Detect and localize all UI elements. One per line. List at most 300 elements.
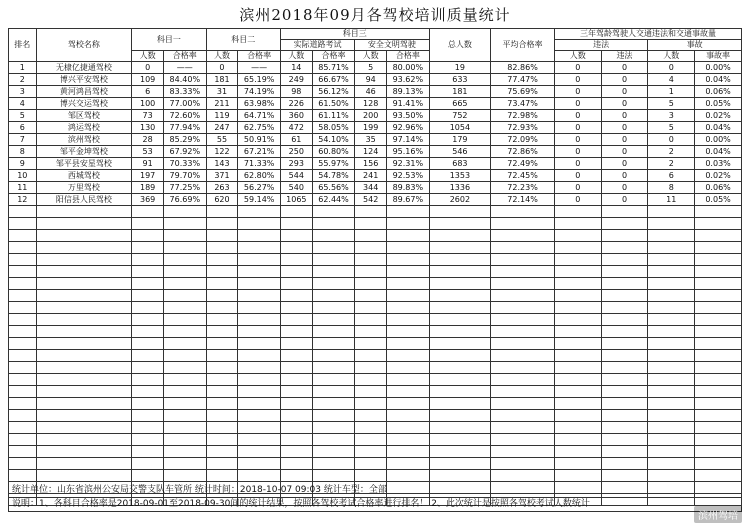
subject1-rate-cell: 77.94% xyxy=(164,122,206,134)
road-exam-count-cell xyxy=(280,254,312,266)
school-name-cell xyxy=(36,278,132,290)
violation-count-cell xyxy=(554,206,601,218)
rank-cell xyxy=(9,314,37,326)
road-exam-rate-cell: 58.05% xyxy=(312,122,354,134)
safety-exam-rate-cell xyxy=(387,470,429,482)
subject2-rate-cell: 64.71% xyxy=(238,110,280,122)
violation-count-cell xyxy=(554,410,601,422)
violation-cell xyxy=(601,446,648,458)
subject1-rate-cell: 85.29% xyxy=(164,134,206,146)
road-exam-rate-cell xyxy=(312,446,354,458)
subject1-count-cell xyxy=(132,446,164,458)
subject2-count-cell: 0 xyxy=(206,62,238,74)
total-count-cell xyxy=(429,218,491,230)
accident-rate-cell xyxy=(695,278,742,290)
subject2-count-cell: 122 xyxy=(206,146,238,158)
violation-cell xyxy=(601,458,648,470)
violation-cell xyxy=(601,326,648,338)
road-exam-count-cell: 293 xyxy=(280,158,312,170)
header-total: 总人数 xyxy=(429,29,491,62)
violation-cell: 0 xyxy=(601,134,648,146)
rank-cell xyxy=(9,242,37,254)
subject2-count-cell xyxy=(206,350,238,362)
violation-cell xyxy=(601,386,648,398)
road-exam-rate-cell: 85.71% xyxy=(312,62,354,74)
safety-exam-count-cell xyxy=(355,434,387,446)
road-exam-count-cell xyxy=(280,446,312,458)
subject2-rate-cell: 67.21% xyxy=(238,146,280,158)
rank-cell xyxy=(9,374,37,386)
subject2-rate-cell xyxy=(238,398,280,410)
rank-cell xyxy=(9,254,37,266)
violation-cell: 0 xyxy=(601,194,648,206)
school-name-cell xyxy=(36,230,132,242)
subject1-count-cell xyxy=(132,362,164,374)
road-exam-rate-cell: 66.67% xyxy=(312,74,354,86)
safety-exam-count-cell xyxy=(355,350,387,362)
road-exam-rate-cell: 55.97% xyxy=(312,158,354,170)
road-exam-rate-cell xyxy=(312,470,354,482)
subject1-count-cell: 109 xyxy=(132,74,164,86)
subject1-rate-cell xyxy=(164,278,206,290)
accident-count-cell: 5 xyxy=(648,98,695,110)
accident-rate-cell xyxy=(695,422,742,434)
accident-count-cell: 3 xyxy=(648,110,695,122)
school-name-cell xyxy=(36,410,132,422)
avg-rate-cell: 72.86% xyxy=(491,146,555,158)
subject1-count-cell: 0 xyxy=(132,62,164,74)
table-row xyxy=(9,362,742,374)
safety-exam-count-cell xyxy=(355,470,387,482)
road-exam-count-cell: 250 xyxy=(280,146,312,158)
road-exam-rate-cell xyxy=(312,398,354,410)
accident-count-cell: 0 xyxy=(648,62,695,74)
total-count-cell xyxy=(429,338,491,350)
school-name-cell: 滨州驾校 xyxy=(36,134,132,146)
avg-rate-cell: 72.23% xyxy=(491,182,555,194)
subject1-count-cell xyxy=(132,434,164,446)
safety-exam-rate-cell: 92.31% xyxy=(387,158,429,170)
safety-exam-rate-cell xyxy=(387,206,429,218)
subject1-rate-cell: 76.69% xyxy=(164,194,206,206)
accident-count-cell xyxy=(648,338,695,350)
table-body xyxy=(9,62,742,506)
rank-cell xyxy=(9,410,37,422)
safety-exam-count-cell xyxy=(355,386,387,398)
safety-exam-count-cell: 46 xyxy=(355,86,387,98)
rank-cell: 3 xyxy=(9,86,37,98)
subject2-rate-cell: 62.80% xyxy=(238,170,280,182)
violation-count-cell xyxy=(554,230,601,242)
table-row xyxy=(9,410,742,422)
safety-exam-rate-cell xyxy=(387,218,429,230)
violation-cell xyxy=(601,470,648,482)
subject2-rate-cell: —— xyxy=(238,62,280,74)
accident-count-cell: 2 xyxy=(648,158,695,170)
header-subject3: 科目三 xyxy=(280,29,429,40)
accident-rate-cell xyxy=(695,362,742,374)
safety-exam-count-cell xyxy=(355,254,387,266)
avg-rate-cell xyxy=(491,362,555,374)
road-exam-count-cell xyxy=(280,290,312,302)
violation-count-cell xyxy=(554,266,601,278)
accident-count-cell xyxy=(648,386,695,398)
safety-exam-rate-cell: 92.96% xyxy=(387,122,429,134)
accident-rate-cell xyxy=(695,470,742,482)
violation-cell xyxy=(601,302,648,314)
road-exam-rate-cell xyxy=(312,206,354,218)
table-row xyxy=(9,422,742,434)
safety-exam-rate-cell: 89.83% xyxy=(387,182,429,194)
accident-count-cell: 6 xyxy=(648,170,695,182)
avg-rate-cell xyxy=(491,290,555,302)
subject1-rate-cell: 67.92% xyxy=(164,146,206,158)
school-name-cell: 邹平县安星驾校 xyxy=(36,158,132,170)
subject2-count-cell xyxy=(206,242,238,254)
safety-exam-rate-cell xyxy=(387,326,429,338)
violation-count-cell: 0 xyxy=(554,194,601,206)
violation-cell: 0 xyxy=(601,170,648,182)
safety-exam-rate-cell: 97.14% xyxy=(387,134,429,146)
total-count-cell xyxy=(429,266,491,278)
subject1-rate-cell xyxy=(164,326,206,338)
table-row xyxy=(9,182,742,194)
subject2-rate-cell xyxy=(238,230,280,242)
subject1-rate-cell: 79.70% xyxy=(164,170,206,182)
subject2-rate-cell xyxy=(238,326,280,338)
subject1-rate-cell xyxy=(164,266,206,278)
road-exam-rate-cell xyxy=(312,362,354,374)
header-count: 人数 xyxy=(355,51,387,62)
subject2-count-cell xyxy=(206,326,238,338)
road-exam-rate-cell: 62.44% xyxy=(312,194,354,206)
total-count-cell xyxy=(429,386,491,398)
violation-cell xyxy=(601,434,648,446)
header-three-year: 三年驾龄驾驶人交通违法和交通事故量 xyxy=(554,29,741,40)
accident-count-cell xyxy=(648,242,695,254)
subject1-rate-cell xyxy=(164,254,206,266)
safety-exam-count-cell: 156 xyxy=(355,158,387,170)
accident-count-cell: 8 xyxy=(648,182,695,194)
road-exam-count-cell: 98 xyxy=(280,86,312,98)
rank-cell: 11 xyxy=(9,182,37,194)
school-name-cell xyxy=(36,326,132,338)
road-exam-rate-cell xyxy=(312,254,354,266)
violation-count-cell: 0 xyxy=(554,158,601,170)
school-name-cell xyxy=(36,206,132,218)
subject2-count-cell xyxy=(206,206,238,218)
subject2-count-cell xyxy=(206,374,238,386)
table-row xyxy=(9,254,742,266)
subject1-count-cell: 369 xyxy=(132,194,164,206)
subject1-rate-cell xyxy=(164,242,206,254)
table-footer xyxy=(8,484,742,512)
road-exam-rate-cell xyxy=(312,302,354,314)
avg-rate-cell xyxy=(491,410,555,422)
violation-cell xyxy=(601,266,648,278)
safety-exam-count-cell xyxy=(355,266,387,278)
subject1-count-cell xyxy=(132,398,164,410)
subject2-count-cell xyxy=(206,410,238,422)
subject1-count-cell xyxy=(132,458,164,470)
table-row xyxy=(9,470,742,482)
accident-rate-cell: 0.00% xyxy=(695,62,742,74)
road-exam-count-cell: 1065 xyxy=(280,194,312,206)
header-violation-col: 违法 xyxy=(601,51,648,62)
safety-exam-count-cell xyxy=(355,398,387,410)
avg-rate-cell: 72.09% xyxy=(491,134,555,146)
header-avg-rate: 平均合格率 xyxy=(491,29,555,62)
safety-exam-count-cell xyxy=(355,338,387,350)
subject1-rate-cell xyxy=(164,410,206,422)
violation-count-cell: 0 xyxy=(554,74,601,86)
accident-rate-cell xyxy=(695,458,742,470)
accident-rate-cell: 0.05% xyxy=(695,98,742,110)
rank-cell xyxy=(9,350,37,362)
table-row xyxy=(9,446,742,458)
safety-exam-rate-cell xyxy=(387,338,429,350)
safety-exam-count-cell: 35 xyxy=(355,134,387,146)
accident-count-cell xyxy=(648,446,695,458)
accident-rate-cell xyxy=(695,350,742,362)
road-exam-count-cell xyxy=(280,422,312,434)
violation-count-cell xyxy=(554,218,601,230)
violation-cell xyxy=(601,338,648,350)
road-exam-count-cell xyxy=(280,338,312,350)
safety-exam-count-cell xyxy=(355,374,387,386)
violation-cell: 0 xyxy=(601,86,648,98)
total-count-cell: 1336 xyxy=(429,182,491,194)
rank-cell: 8 xyxy=(9,146,37,158)
subject1-count-cell: 197 xyxy=(132,170,164,182)
total-count-cell xyxy=(429,458,491,470)
road-exam-count-cell xyxy=(280,326,312,338)
page-title: 滨州2018年09月各驾校培训质量统计 xyxy=(239,6,511,24)
accident-rate-cell: 0.05% xyxy=(695,194,742,206)
accident-rate-cell xyxy=(695,410,742,422)
avg-rate-cell: 77.47% xyxy=(491,74,555,86)
subject2-count-cell: 263 xyxy=(206,182,238,194)
watermark: 滨州驾培 xyxy=(694,506,742,523)
accident-rate-cell: 0.03% xyxy=(695,158,742,170)
avg-rate-cell xyxy=(491,326,555,338)
accident-count-cell: 11 xyxy=(648,194,695,206)
subject2-count-cell xyxy=(206,254,238,266)
total-count-cell xyxy=(429,314,491,326)
violation-count-cell xyxy=(554,278,601,290)
school-name-cell xyxy=(36,398,132,410)
subject1-count-cell xyxy=(132,314,164,326)
violation-cell xyxy=(601,374,648,386)
road-exam-count-cell: 226 xyxy=(280,98,312,110)
avg-rate-cell xyxy=(491,218,555,230)
road-exam-rate-cell xyxy=(312,242,354,254)
subject1-rate-cell xyxy=(164,458,206,470)
road-exam-count-cell xyxy=(280,266,312,278)
accident-rate-cell xyxy=(695,446,742,458)
avg-rate-cell xyxy=(491,338,555,350)
road-exam-count-cell xyxy=(280,374,312,386)
total-count-cell xyxy=(429,410,491,422)
violation-count-cell: 0 xyxy=(554,110,601,122)
subject1-rate-cell xyxy=(164,446,206,458)
accident-count-cell xyxy=(648,470,695,482)
safety-exam-rate-cell xyxy=(387,374,429,386)
accident-count-cell: 0 xyxy=(648,134,695,146)
total-count-cell xyxy=(429,470,491,482)
subject1-rate-cell xyxy=(164,386,206,398)
subject2-count-cell xyxy=(206,458,238,470)
subject2-count-cell xyxy=(206,470,238,482)
accident-count-cell xyxy=(648,458,695,470)
violation-count-cell: 0 xyxy=(554,182,601,194)
violation-cell xyxy=(601,410,648,422)
school-name-cell xyxy=(36,470,132,482)
accident-rate-cell xyxy=(695,338,742,350)
accident-count-cell xyxy=(648,410,695,422)
school-name-cell xyxy=(36,314,132,326)
subject1-count-cell xyxy=(132,410,164,422)
violation-cell xyxy=(601,218,648,230)
table-row xyxy=(9,98,742,110)
avg-rate-cell xyxy=(491,422,555,434)
rank-cell xyxy=(9,362,37,374)
table-row xyxy=(9,206,742,218)
violation-cell xyxy=(601,290,648,302)
table-row xyxy=(9,302,742,314)
subject2-count-cell xyxy=(206,338,238,350)
violation-count-cell xyxy=(554,434,601,446)
subject1-rate-cell xyxy=(164,206,206,218)
table-row xyxy=(9,350,742,362)
safety-exam-count-cell xyxy=(355,314,387,326)
header-pass-rate: 合格率 xyxy=(387,51,429,62)
total-count-cell xyxy=(429,278,491,290)
safety-exam-rate-cell: 93.62% xyxy=(387,74,429,86)
accident-count-cell xyxy=(648,398,695,410)
safety-exam-rate-cell xyxy=(387,230,429,242)
subject1-rate-cell xyxy=(164,302,206,314)
rank-cell xyxy=(9,302,37,314)
safety-exam-count-cell: 5 xyxy=(355,62,387,74)
subject2-rate-cell: 65.19% xyxy=(238,74,280,86)
subject2-rate-cell xyxy=(238,290,280,302)
school-name-cell xyxy=(36,434,132,446)
header-accident: 事故 xyxy=(648,40,742,51)
safety-exam-rate-cell xyxy=(387,242,429,254)
road-exam-rate-cell xyxy=(312,290,354,302)
subject2-rate-cell xyxy=(238,302,280,314)
road-exam-rate-cell xyxy=(312,458,354,470)
safety-exam-count-cell xyxy=(355,290,387,302)
header-rank: 排名 xyxy=(9,29,37,62)
subject1-count-cell xyxy=(132,218,164,230)
subject2-rate-cell xyxy=(238,218,280,230)
accident-rate-cell xyxy=(695,434,742,446)
violation-count-cell xyxy=(554,446,601,458)
road-exam-rate-cell xyxy=(312,230,354,242)
avg-rate-cell: 72.14% xyxy=(491,194,555,206)
subject1-rate-cell xyxy=(164,350,206,362)
safety-exam-rate-cell xyxy=(387,446,429,458)
total-count-cell xyxy=(429,374,491,386)
subject1-count-cell xyxy=(132,470,164,482)
subject2-rate-cell xyxy=(238,434,280,446)
avg-rate-cell: 72.98% xyxy=(491,110,555,122)
school-name-cell: 无棣亿捷通驾校 xyxy=(36,62,132,74)
accident-count-cell xyxy=(648,434,695,446)
subject2-rate-cell xyxy=(238,338,280,350)
header-count: 人数 xyxy=(206,51,238,62)
school-name-cell: 邹平金坤驾校 xyxy=(36,146,132,158)
violation-count-cell: 0 xyxy=(554,98,601,110)
rank-cell: 4 xyxy=(9,98,37,110)
school-name-cell xyxy=(36,422,132,434)
violation-count-cell xyxy=(554,254,601,266)
subject1-count-cell: 130 xyxy=(132,122,164,134)
accident-count-cell xyxy=(648,350,695,362)
subject2-rate-cell xyxy=(238,374,280,386)
subject1-count-cell xyxy=(132,266,164,278)
header-accident-rate: 事故率 xyxy=(695,51,742,62)
safety-exam-rate-cell: 93.50% xyxy=(387,110,429,122)
safety-exam-rate-cell xyxy=(387,290,429,302)
accident-count-cell xyxy=(648,278,695,290)
violation-count-cell xyxy=(554,470,601,482)
violation-cell xyxy=(601,242,648,254)
accident-rate-cell xyxy=(695,254,742,266)
avg-rate-cell xyxy=(491,230,555,242)
safety-exam-count-cell xyxy=(355,410,387,422)
violation-count-cell xyxy=(554,314,601,326)
subject1-count-cell xyxy=(132,278,164,290)
total-count-cell xyxy=(429,434,491,446)
avg-rate-cell: 82.86% xyxy=(491,62,555,74)
subject1-rate-cell xyxy=(164,362,206,374)
subject1-rate-cell xyxy=(164,374,206,386)
rank-cell: 6 xyxy=(9,122,37,134)
total-count-cell xyxy=(429,230,491,242)
school-name-cell xyxy=(36,290,132,302)
rank-cell xyxy=(9,338,37,350)
accident-rate-cell xyxy=(695,206,742,218)
table-row xyxy=(9,146,742,158)
total-count-cell: 633 xyxy=(429,74,491,86)
header-subject2: 科目二 xyxy=(206,29,280,51)
safety-exam-rate-cell xyxy=(387,254,429,266)
subject2-rate-cell: 71.33% xyxy=(238,158,280,170)
accident-rate-cell: 0.02% xyxy=(695,170,742,182)
avg-rate-cell xyxy=(491,278,555,290)
subject2-rate-cell xyxy=(238,278,280,290)
subject1-count-cell xyxy=(132,230,164,242)
total-count-cell xyxy=(429,290,491,302)
safety-exam-count-cell xyxy=(355,302,387,314)
road-exam-count-cell: 540 xyxy=(280,182,312,194)
road-exam-count-cell xyxy=(280,350,312,362)
rank-cell xyxy=(9,386,37,398)
table-row xyxy=(9,74,742,86)
rank-cell: 10 xyxy=(9,170,37,182)
table-row xyxy=(9,374,742,386)
accident-count-cell xyxy=(648,422,695,434)
subject1-count-cell xyxy=(132,242,164,254)
school-name-cell: 阳信县人民驾校 xyxy=(36,194,132,206)
table-row xyxy=(9,62,742,74)
table-row xyxy=(9,386,742,398)
road-exam-rate-cell xyxy=(312,218,354,230)
violation-count-cell xyxy=(554,302,601,314)
